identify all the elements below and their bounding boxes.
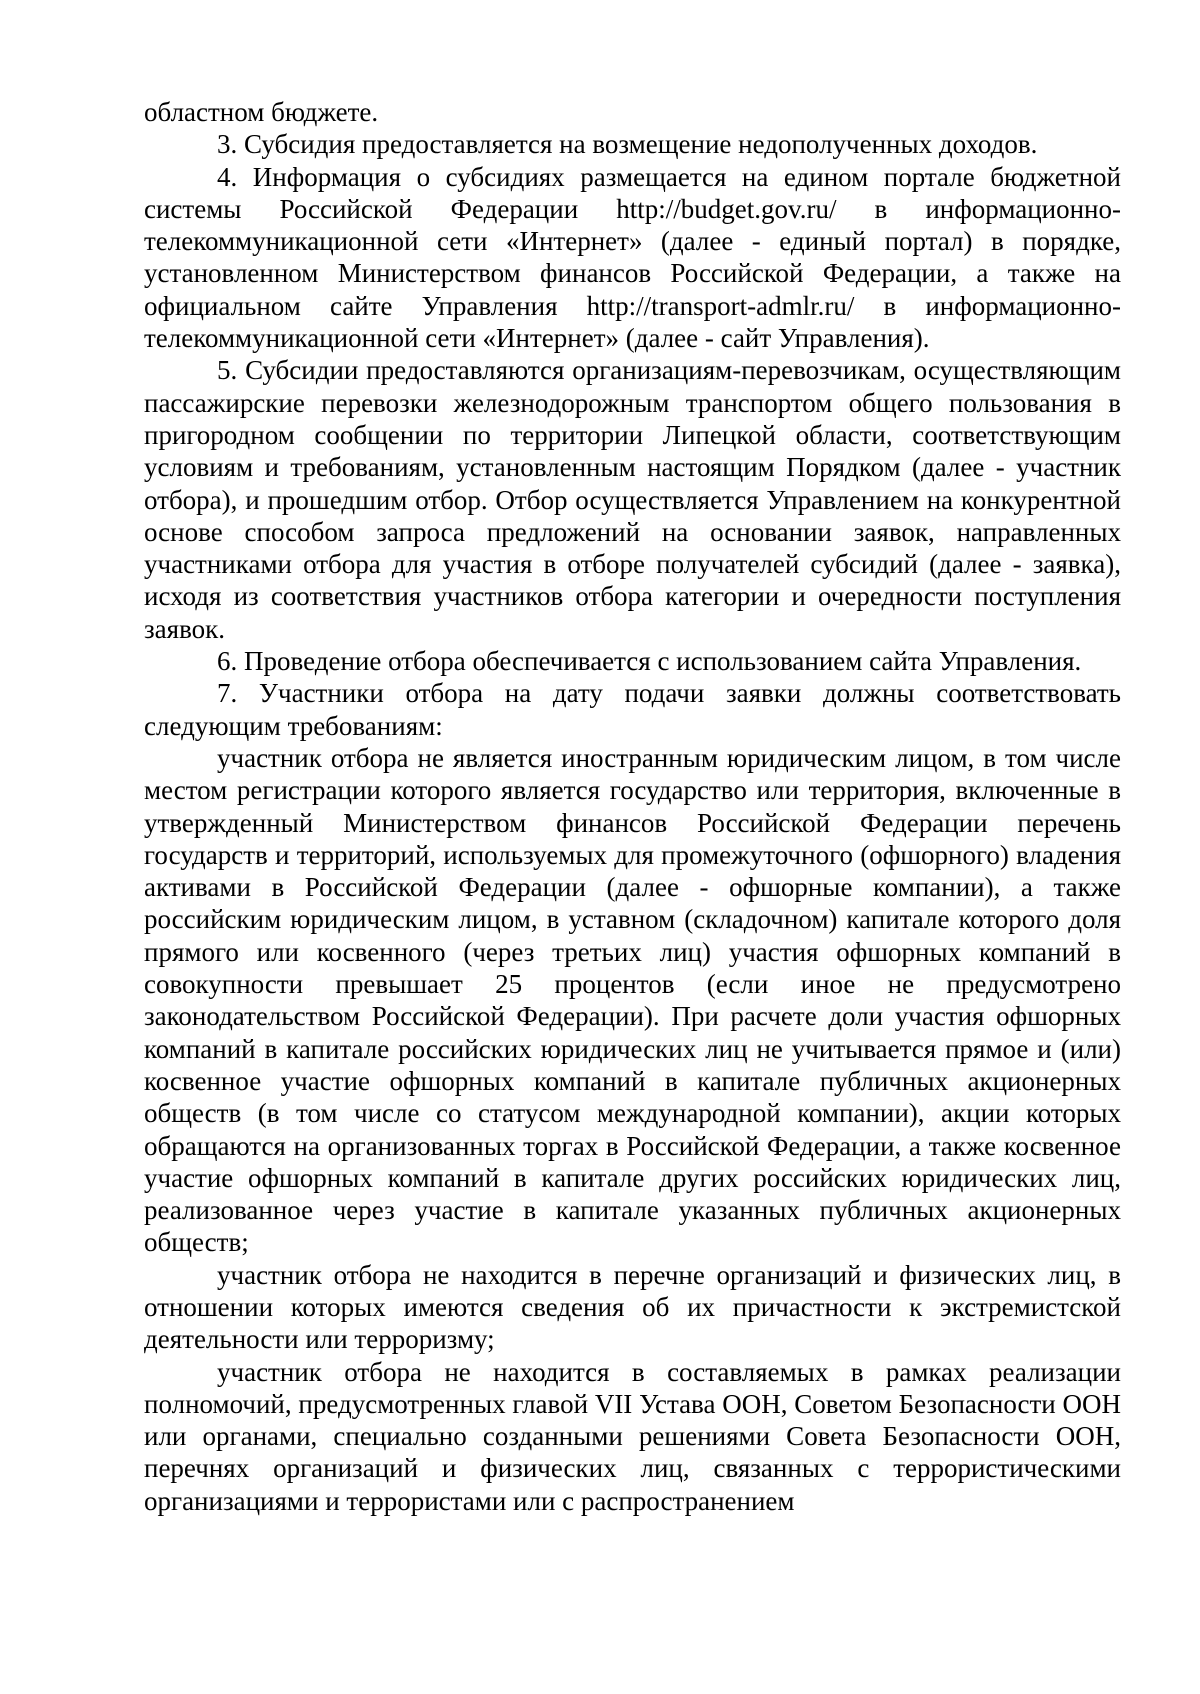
paragraph-requirement-extremism: участник отбора не находится в перечне организаций и физических лиц, в отношении которых имеются сведения об их причастности к экстремистской деятельности или терроризму; — [144, 1259, 1121, 1355]
paragraph-budget-continuation: областном бюджете. — [144, 97, 379, 127]
paragraph-item-6: 6. Проведение отбора обеспечивается с использованием сайта Управления. — [217, 646, 1082, 677]
paragraph-requirement-un-lists: участник отбора не находится в составляемых в рамках реализации полномочий, предусмотренных главой VII Устава ООН, Советом Безопасности ООН или органами, специально созданными решениями Совета Безопасности ООН, перечнях организаций и физических лиц, связанных с террористическими организациями и террористами или с распространением — [144, 1356, 1121, 1516]
paragraph-item-7: 7. Участники отбора на дату подачи заявки должны соответствовать следующим требованиям: — [144, 678, 1121, 741]
paragraph-item-5: 5. Субсидии предоставляются организациям-перевозчикам, осуществляющим пассажирские перевозки железнодорожным транспортом общего пользования в пригородном сообщении по территории Липецкой области, соответствующим условиям и требованиям, установленным настоящим Порядком (далее - участник отбора), и прошедшим отбор. Отбор осуществляется Управлением на конкурентной основе способом запроса предложений на основании заявок, направленных участниками отбора для участия в отборе получателей субсидий (далее - заявка), исходя из соответствия участников отбора категории и очередности поступления заявок. — [144, 355, 1121, 644]
paragraph-item-3: 3. Субсидия предоставляется на возмещение недополученных доходов. — [217, 129, 1038, 160]
paragraph-item-4: 4. Информация о субсидиях размещается на едином портале бюджетной системы Российской Федерации http://budget.gov.ru/ в информационно-телекоммуникационной сети «Интернет» (далее - единый портал) в порядке, установленном Министерством финансов Российской Федерации, а также на официальном сайте Управления http://transport-admlr.ru/ в информационно-телекоммуникационной сети «Интернет» (далее - сайт Управления). — [144, 161, 1121, 354]
paragraph-requirement-offshore: участник отбора не является иностранным юридическим лицом, в том числе местом регистрации которого является государство или территория, включенные в утвержденный Министерством финансов Российской Федерации перечень государств и территорий, используемых для промежуточного (офшорного) владения активами в Российской Федерации (далее - офшорные компании), а также российским юридическим лицом, в уставном (складочном) капитале которого доля прямого или косвенного (через третьих лиц) участия офшорных компаний в совокупности превышает 25 процентов (если иное не предусмотрено законодательством Российской Федерации). При расчете доли участия офшорных компаний в капитале российских юридических лиц не учитывается прямое и (или) косвенное участие офшорных компаний в капитале публичных акционерных обществ (в том числе со статусом международной компании), акции которых обращаются на организованных торгах в Российской Федерации, а также косвенное участие офшорных компаний в капитале других российских юридических лиц, реализованное через участие в капитале указанных публичных акционерных обществ; — [144, 742, 1121, 1258]
